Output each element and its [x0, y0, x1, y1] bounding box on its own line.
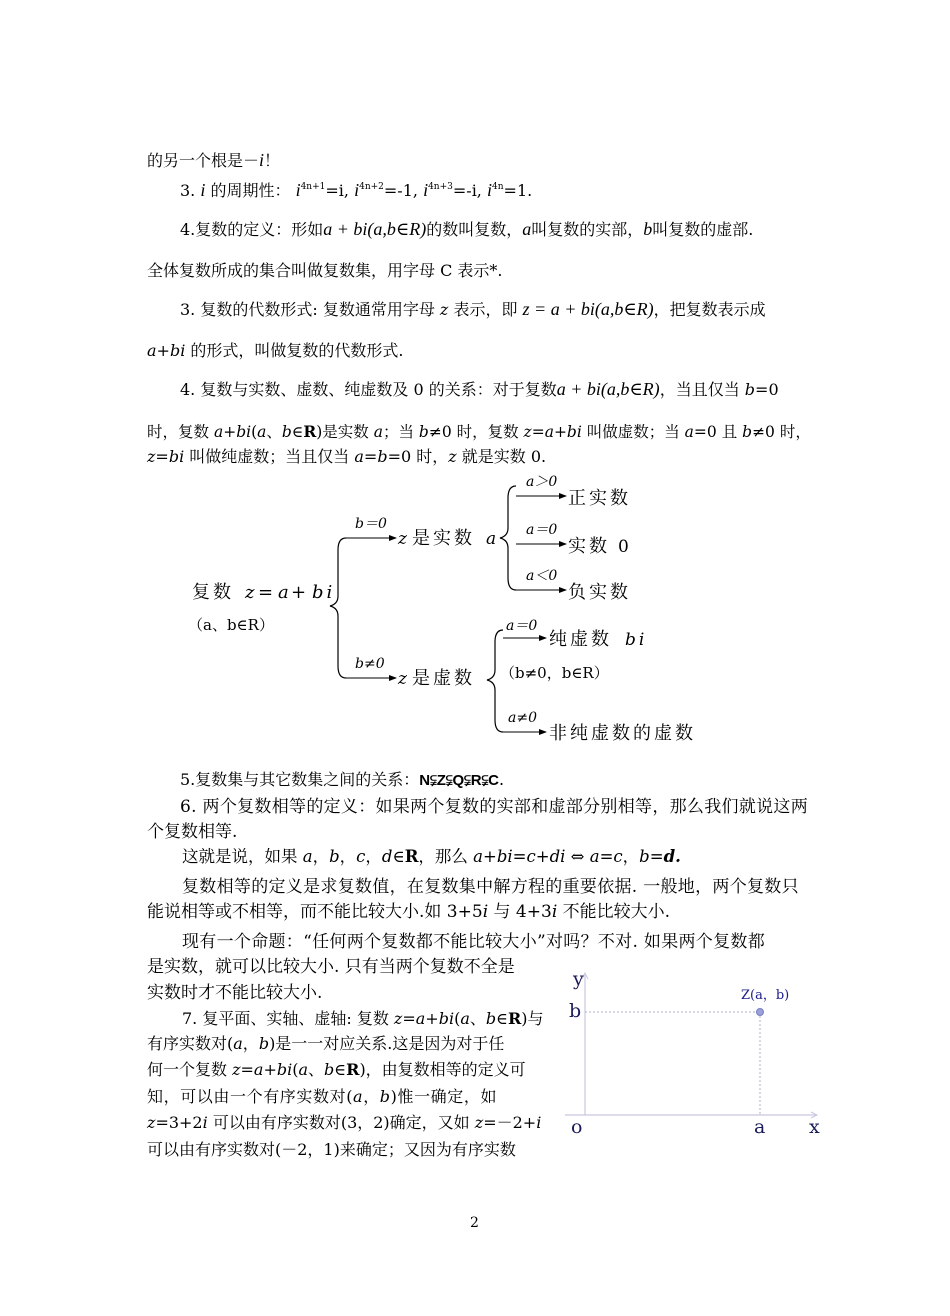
math-var: bi — [236, 423, 252, 441]
text: 3. — [180, 181, 201, 200]
text: 知，可以由一个有序实数对( — [147, 1087, 354, 1106]
text: ( — [251, 423, 258, 441]
math-var: a — [460, 1009, 470, 1028]
root-eq: = — [258, 582, 274, 603]
origin-label: o — [571, 1116, 583, 1138]
text: 、 — [308, 1060, 325, 1079]
math-expr: a=b — [354, 447, 388, 466]
text-line-3 — [180, 218, 753, 241]
math-var: a — [302, 847, 313, 866]
math-var: c — [613, 847, 623, 866]
text: 、 — [266, 423, 282, 441]
text: 3. 复数的代数形式: 复数通常用字母 — [180, 300, 440, 319]
text-line-7 — [180, 378, 779, 401]
math-var: b — [742, 423, 753, 441]
root-brace — [330, 538, 346, 678]
text: 的另一个根是－ — [147, 151, 260, 170]
exponent: 4n — [492, 182, 504, 192]
set-chain: N⫋Z⫋Q⫋R⫋C — [419, 772, 500, 789]
text-line-23 — [147, 1112, 541, 1134]
text: 不能比较大小. — [557, 902, 671, 922]
imag-z: z — [398, 669, 407, 689]
text: )是一一对应关系.这是因为对于任 — [269, 1034, 505, 1053]
text: + — [223, 423, 237, 441]
text: =1. — [503, 181, 533, 200]
text: =-i, — [452, 181, 487, 200]
text: ， — [363, 1087, 380, 1106]
text: 现有一个命题：“任何两个复数都不能比较大小”对吗？不对. 如果两个复数都 — [182, 932, 765, 952]
text-line-9 — [147, 446, 546, 468]
text: 复数相等的定义是求复数值，在复数集中解方程的重要依据. 一般地，两个复数只 — [182, 877, 799, 897]
text: ，当且仅当 — [659, 380, 745, 399]
math-var: a — [298, 1060, 309, 1079]
text: )惟一确定，如 — [390, 1087, 498, 1106]
cond-b-ne-0: b≠0 — [355, 656, 385, 672]
cond-a-eq-0-imag: a＝0 — [506, 618, 538, 634]
text: ∈ — [334, 1060, 347, 1079]
math-var: a — [589, 847, 600, 866]
text-line-11 — [180, 796, 808, 818]
math-var: bi — [496, 847, 513, 866]
formula: a + bi(a,b∈R) — [556, 379, 660, 399]
text-line-14 — [182, 876, 799, 898]
math-i: i — [423, 180, 429, 200]
x-axis-label: x — [809, 1116, 820, 1138]
math-i: i — [200, 180, 206, 200]
text: ( — [292, 1060, 299, 1079]
formula: z = a + bi(a,b∈R) — [522, 299, 654, 319]
root-bi: bi — [312, 582, 336, 603]
math-var: a — [353, 1087, 364, 1106]
text: 时，复数 — [147, 423, 214, 441]
text: + — [156, 341, 170, 360]
text-line-18 — [147, 982, 322, 1004]
text: 表示，即 — [448, 300, 523, 319]
real-a: a — [486, 529, 497, 549]
text: 个复数相等. — [147, 822, 238, 842]
math-var: b — [324, 1060, 335, 1079]
math-var: z — [147, 1113, 156, 1132]
text: =0 时， — [387, 447, 449, 466]
text: ， — [242, 1034, 259, 1053]
text: 叫做纯虚数；当且仅当 — [184, 447, 355, 466]
math-var: bi — [169, 341, 186, 360]
text: 的周期性： — [205, 181, 291, 200]
text: 6. 两个复数相等的定义：如果两个复数的实部和虚部分别相等，那么我们就说这两 — [180, 797, 809, 817]
math-var: a — [373, 423, 383, 441]
complex-plane-figure — [555, 965, 835, 1145]
cond-a-ne-0: a≠0 — [508, 710, 537, 726]
pure-imaginary: 纯虚数 — [549, 629, 612, 650]
text: 的数叫复数， — [426, 220, 523, 239]
math-var: d. — [663, 847, 681, 866]
text-line-4 — [147, 260, 503, 282]
math-var: b — [744, 380, 756, 399]
page-number: 2 — [470, 1215, 479, 1231]
text-line-22 — [147, 1086, 497, 1108]
text: 可以由有序实数对(3，2)确定，又如 — [207, 1113, 475, 1132]
text: 、 — [469, 1009, 486, 1028]
math-var: z — [439, 300, 449, 319]
cond-a-lt-0: a＜0 — [526, 568, 558, 584]
text: ， — [365, 847, 382, 866]
math-var: a — [473, 847, 483, 866]
math-var: a — [233, 1034, 243, 1053]
math-var: i — [551, 902, 558, 922]
text: ( — [454, 1009, 461, 1028]
math-var: i — [536, 1113, 542, 1132]
math-var: di — [549, 847, 566, 866]
text: 全体复数所成的集合叫做复数集，用字母 C 表示*. — [147, 261, 503, 280]
real-brace — [500, 486, 516, 590]
text: =3+2 — [155, 1113, 203, 1132]
text-line-8 — [147, 421, 811, 443]
formula: a + bi(a,b∈R) — [323, 219, 427, 239]
zero-value: 0 — [618, 537, 629, 557]
math-var: a — [147, 341, 157, 360]
math-expr: z=a+bi — [393, 1009, 455, 1028]
y-axis-label: y — [573, 968, 584, 990]
text: 叫复数的虚部. — [652, 220, 754, 239]
math-var: b — [379, 1087, 391, 1106]
math-var: a — [213, 423, 224, 441]
negative-real: 负实数 — [568, 582, 631, 603]
text-line-24 — [147, 1139, 516, 1161]
math-var: d — [381, 847, 393, 866]
exponent: 4n+3 — [428, 182, 453, 192]
text-line-16 — [182, 931, 765, 953]
pure-bi: bi — [625, 630, 648, 650]
text: =0 — [755, 380, 779, 399]
text: 是实数，就可以比较大小. 只有当两个复数不全是 — [147, 957, 515, 977]
math-var: a — [257, 423, 267, 441]
text: 何一个复数 — [147, 1060, 233, 1079]
point-z-label: Z(a，b) — [741, 988, 790, 1003]
math-var: i — [482, 902, 489, 922]
text: =－2+ — [483, 1113, 537, 1132]
math-var: i — [202, 1113, 208, 1132]
cond-a-eq-0: a＝0 — [526, 522, 558, 538]
text: 5.复数集与其它数集之间的关系： — [180, 770, 420, 789]
text: 与 4+3 — [488, 902, 552, 922]
text-line-13 — [182, 846, 681, 868]
text: 实数时才不能比较大小. — [147, 983, 323, 1003]
real-label: 是实数 — [412, 528, 475, 549]
text-line-20 — [147, 1033, 504, 1055]
root-label: 复数 — [192, 582, 234, 603]
text: 7. 复平面、实轴、虚轴: 复数 — [182, 1009, 394, 1028]
math-var: a — [522, 219, 532, 239]
text: ∈ — [496, 1009, 508, 1028]
math-var: z — [448, 447, 457, 466]
text: 的形式，叫做复数的代数形式. — [185, 341, 404, 360]
text: )与 — [521, 1009, 544, 1028]
math-var: z — [474, 1113, 484, 1132]
non-pure-imaginary: 非纯虚数的虚数 — [549, 723, 696, 744]
math-var: b — [329, 847, 340, 866]
exponent: 4n+2 — [359, 182, 384, 192]
text: + — [535, 847, 550, 866]
positive-real: 正实数 — [568, 488, 631, 509]
text-line-6 — [147, 340, 404, 362]
complex-classification-diagram — [0, 470, 950, 760]
real-z: z — [398, 529, 407, 549]
text: 叫做虚数；当 — [581, 423, 685, 441]
text-line-2 — [180, 176, 532, 202]
math-expr: z=bi — [147, 447, 185, 466]
text-line-19 — [182, 1008, 544, 1030]
cond-a-gt-0: a＞0 — [526, 474, 558, 490]
text: ！ — [264, 151, 281, 170]
math-var: b — [281, 423, 292, 441]
a-label: a — [754, 1116, 766, 1138]
text: 有序实数对( — [147, 1034, 234, 1053]
math-set: R — [507, 1009, 522, 1028]
math-var: b — [643, 219, 653, 239]
math-var: b — [485, 1009, 497, 1028]
math-set: R — [404, 847, 419, 866]
text: ，那么 — [418, 847, 474, 866]
math-var: c — [356, 847, 366, 866]
text: ∈ — [392, 847, 405, 866]
math-set: R — [303, 422, 317, 441]
math-expr: z=a+bi — [523, 423, 582, 441]
math-var: b — [418, 423, 429, 441]
text: = — [649, 847, 664, 866]
math-i: i — [295, 180, 301, 200]
text: 这就是说，如果 — [182, 847, 303, 866]
pure-condition: （b≠0，b∈R） — [500, 664, 609, 682]
math-var: b — [639, 847, 650, 866]
text: )，由复数相等的定义可 — [359, 1060, 526, 1079]
imag-label: 是虚数 — [412, 668, 475, 689]
text: 能说相等或不相等，而不能比较大小.如 3+5 — [147, 902, 483, 922]
root-plus: + — [291, 582, 307, 603]
text: )是实数 — [316, 423, 374, 441]
text: = — [599, 847, 614, 866]
math-set: R — [346, 1060, 360, 1079]
text: 4.复数的定义：形如 — [180, 220, 324, 239]
zero-label: 实数 — [568, 536, 610, 557]
math-var: b — [258, 1034, 270, 1053]
math-var: a — [684, 423, 694, 441]
text: = — [512, 847, 527, 866]
text: 4. 复数与实数、虚数、纯虚数及 0 的关系：对于复数 — [180, 380, 557, 399]
text-line-21 — [147, 1059, 526, 1081]
text: ，把复数表示成 — [653, 300, 766, 319]
text-line-12 — [147, 821, 237, 843]
math-expr: z=a+bi — [232, 1060, 293, 1079]
b-label: b — [569, 1000, 582, 1022]
text-line-15 — [147, 901, 670, 923]
text: 可以由有序实数对(－2，1)来确定；又因为有序实数 — [147, 1140, 516, 1159]
text: ， — [622, 847, 640, 866]
text: ∈ — [291, 423, 304, 441]
math-i: i — [259, 150, 265, 170]
text: 就是实数 0. — [456, 447, 547, 466]
text: ⇔ — [565, 847, 590, 866]
math-i: i — [354, 180, 360, 200]
point-z — [757, 1009, 764, 1016]
text: ， — [312, 847, 330, 866]
text: + — [483, 847, 497, 866]
text-line-10: 5.复数集与其它数集之间的关系：N⫋Z⫋Q⫋R⫋C. — [180, 770, 505, 789]
text: ；当 — [382, 423, 419, 441]
math-i: i — [486, 180, 492, 200]
text: =i, — [325, 181, 355, 200]
root-z: z — [245, 582, 255, 603]
text: 叫复数的实部， — [531, 220, 644, 239]
cond-b-eq-0: b＝0 — [355, 516, 387, 532]
math-var: c — [526, 847, 536, 866]
text: =0 且 — [693, 423, 743, 441]
text-line-17 — [147, 956, 515, 978]
text: ≠0 时，复数 — [428, 423, 524, 441]
text: ， — [339, 847, 357, 866]
text-line-1 — [147, 149, 280, 172]
root-a: a — [278, 582, 289, 603]
text: =-1, — [383, 181, 424, 200]
text: ≠0 时， — [752, 423, 811, 441]
exponent: 4n+1 — [300, 182, 326, 192]
text-line-5 — [180, 298, 766, 321]
root-condition: （a、b∈R） — [188, 616, 274, 634]
